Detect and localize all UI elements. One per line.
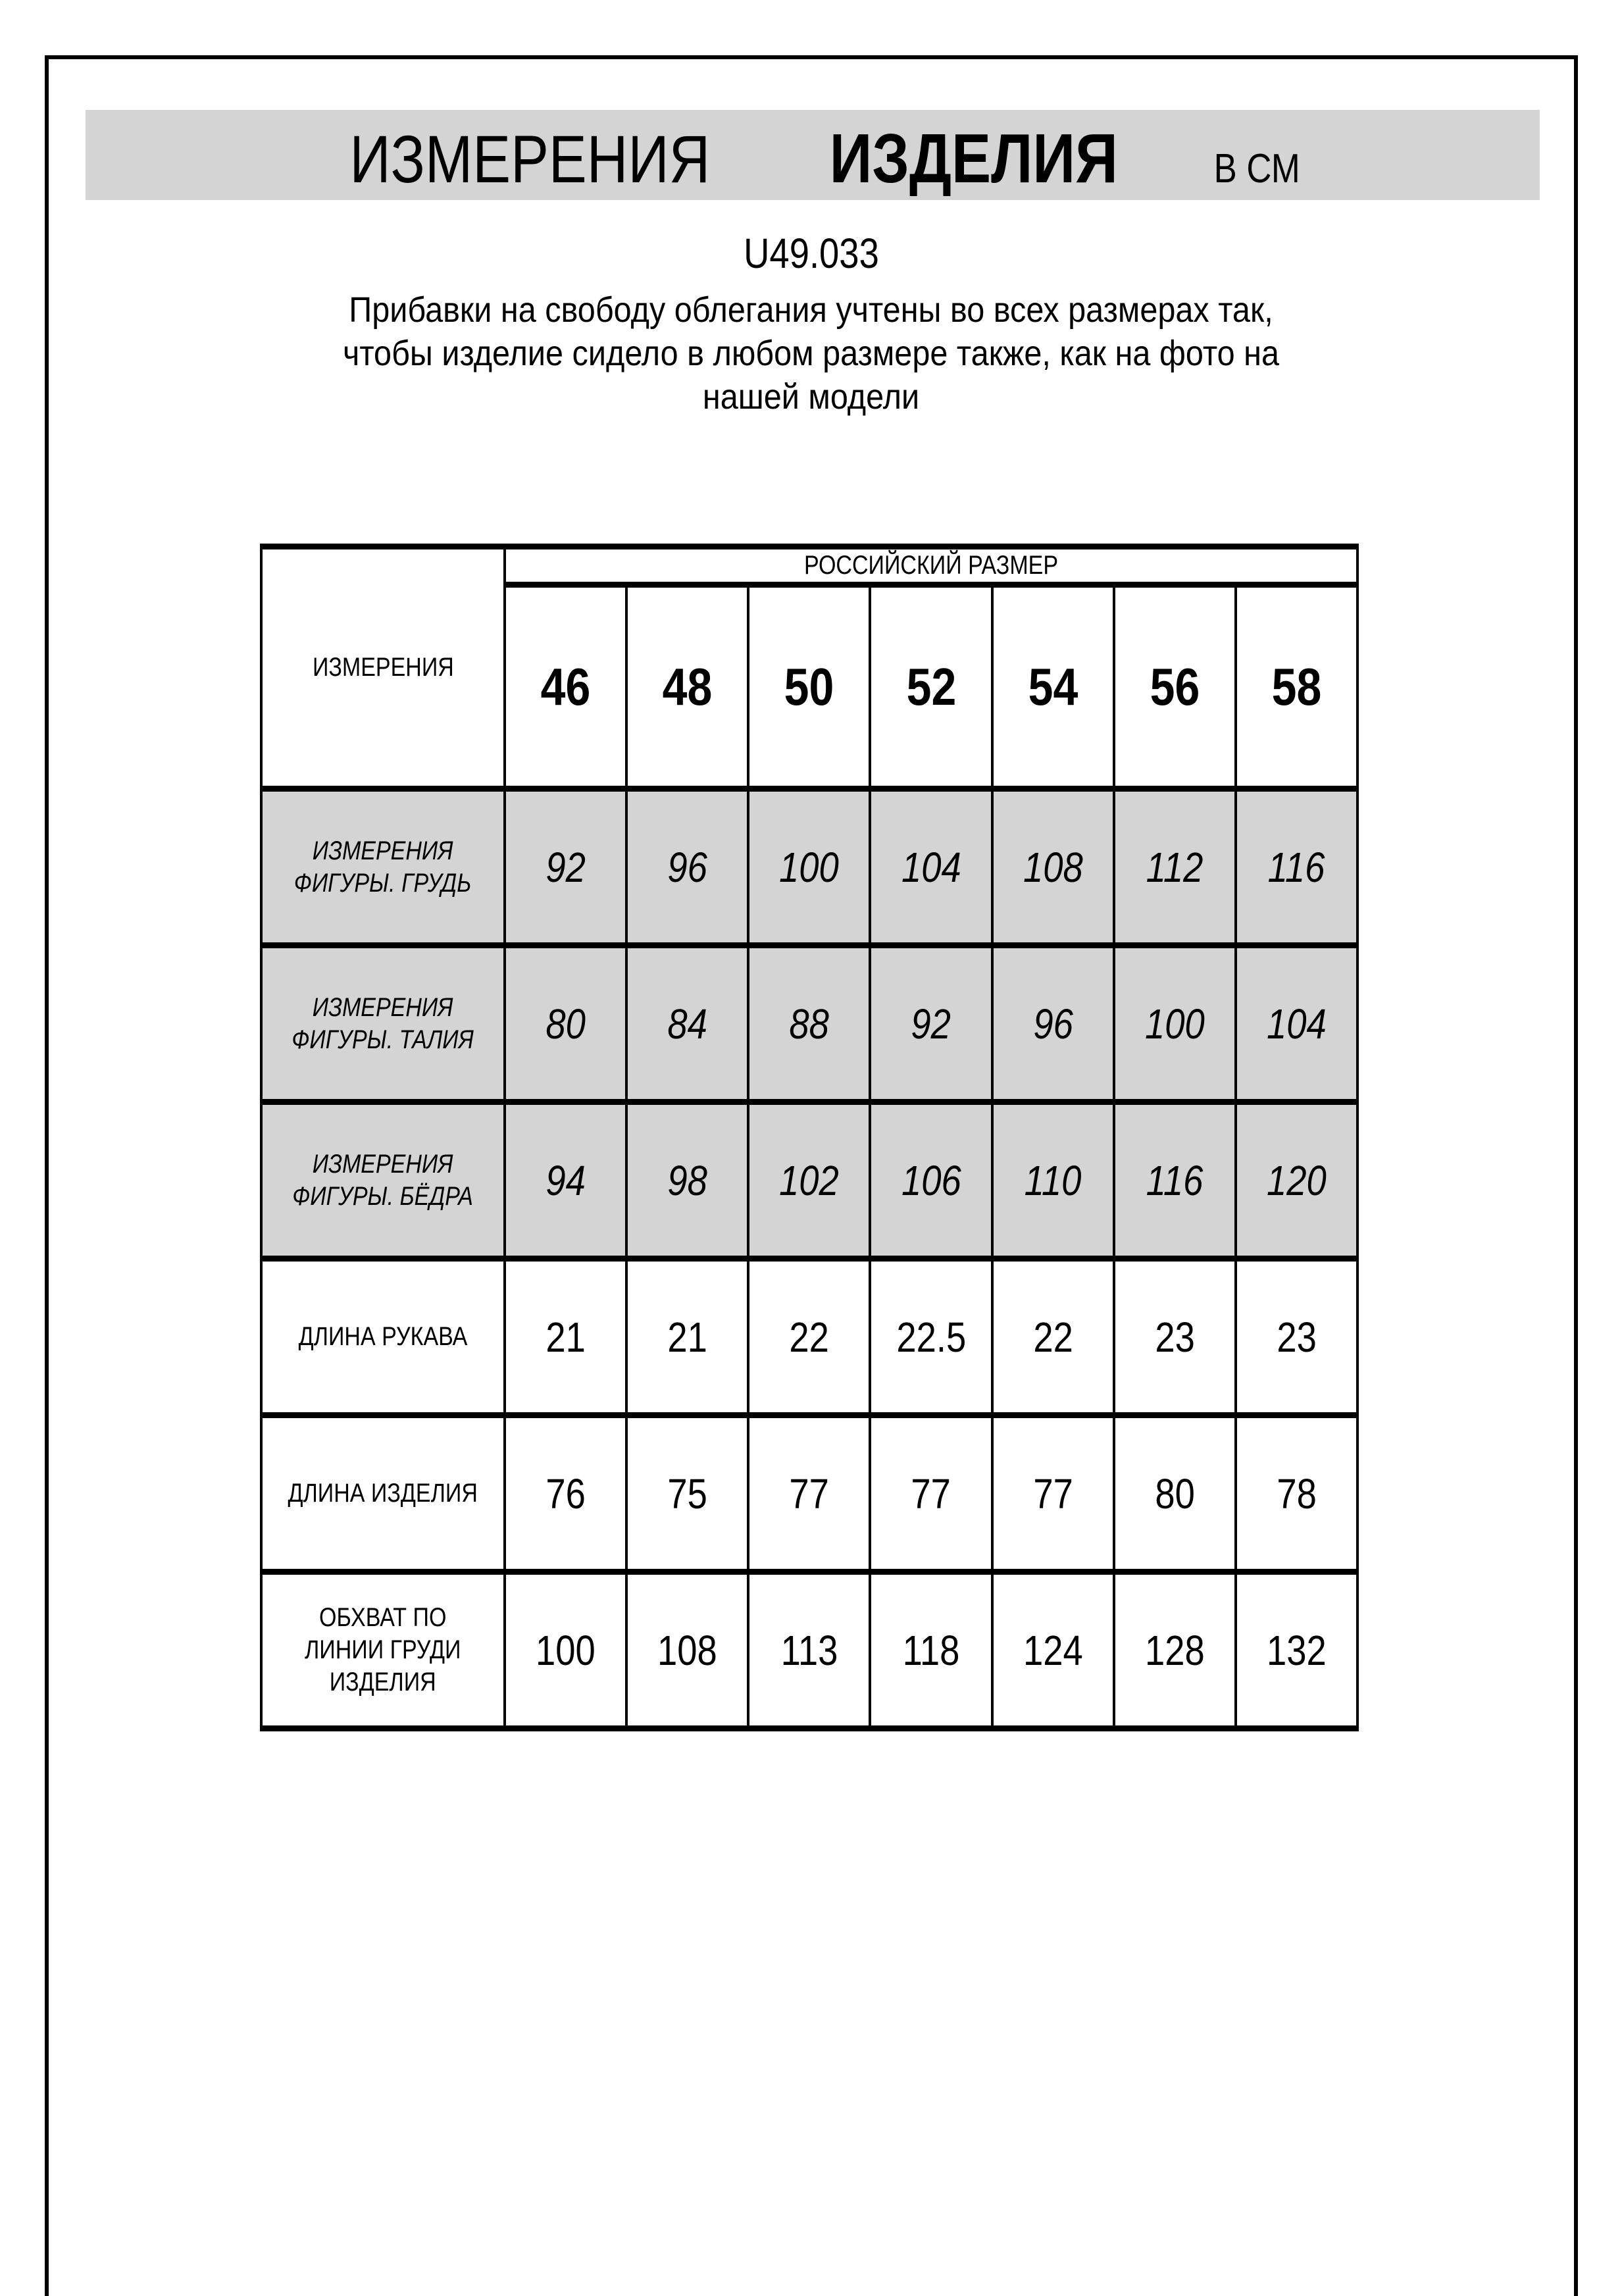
value-cell: 22 bbox=[992, 1259, 1114, 1416]
row-label-line: ДЛИНА ИЗДЕЛИЯ bbox=[288, 1479, 478, 1508]
row-label-line: ИЗМЕРЕНИЯ bbox=[313, 1149, 453, 1179]
value-cell: 100 bbox=[505, 1572, 626, 1729]
value-cell: 80 bbox=[505, 946, 626, 1102]
table-row-garment-length bbox=[261, 1416, 1357, 1572]
value-cell: 120 bbox=[1236, 1102, 1357, 1259]
value-cell: 104 bbox=[870, 789, 992, 946]
value-cell: 84 bbox=[626, 946, 748, 1102]
value-cell: 23 bbox=[1236, 1259, 1357, 1416]
fit-note bbox=[0, 288, 1622, 419]
row-label-line: ДЛИНА РУКАВА bbox=[298, 1322, 468, 1352]
value-cell: 21 bbox=[505, 1259, 626, 1416]
value-cell: 92 bbox=[505, 789, 626, 946]
value-cell: 96 bbox=[992, 946, 1114, 1102]
value-cell: 124 bbox=[992, 1572, 1114, 1729]
value-cell: 106 bbox=[870, 1102, 992, 1259]
value-cell: 102 bbox=[748, 1102, 870, 1259]
value-cell: 88 bbox=[748, 946, 870, 1102]
value-cell: 96 bbox=[626, 789, 748, 946]
value-cell: 116 bbox=[1114, 1102, 1236, 1259]
table-row-body-chest bbox=[261, 789, 1357, 946]
fit-note-line: нашей модели bbox=[702, 377, 920, 417]
value-cell: 22 bbox=[748, 1259, 870, 1416]
value-cell: 80 bbox=[1114, 1416, 1236, 1572]
size-group-header-cell bbox=[505, 547, 1357, 585]
value-cell: 22.5 bbox=[870, 1259, 992, 1416]
size-header-cell: 46 bbox=[505, 585, 626, 789]
row-label-line: ФИГУРЫ. БЁДРА bbox=[292, 1181, 474, 1211]
value-cell: 98 bbox=[626, 1102, 748, 1259]
value-cell: 100 bbox=[1114, 946, 1236, 1102]
value-cell: 100 bbox=[748, 789, 870, 946]
size-header-cell: 50 bbox=[748, 585, 870, 789]
value-cell: 77 bbox=[748, 1416, 870, 1572]
row-label-line: ОБХВАТ ПО bbox=[319, 1603, 447, 1633]
value-cell: 116 bbox=[1236, 789, 1357, 946]
value-cell: 92 bbox=[870, 946, 992, 1102]
value-cell: 112 bbox=[1114, 789, 1236, 946]
row-label-line: ФИГУРЫ. ГРУДЬ bbox=[294, 868, 472, 898]
row-label-line: ФИГУРЫ. ТАЛИЯ bbox=[291, 1025, 474, 1054]
value-cell: 108 bbox=[626, 1572, 748, 1729]
value-cell: 128 bbox=[1114, 1572, 1236, 1729]
value-cell: 110 bbox=[992, 1102, 1114, 1259]
row-label-cell bbox=[261, 1259, 505, 1416]
title-measurements: ИЗМЕРЕНИЯ bbox=[349, 122, 711, 197]
row-label-cell bbox=[261, 789, 505, 946]
value-cell: 75 bbox=[626, 1416, 748, 1572]
row-label-cell bbox=[261, 1102, 505, 1259]
product-code-text: U49.033 bbox=[743, 230, 879, 277]
size-header-cell: 54 bbox=[992, 585, 1114, 789]
table-row-body-waist bbox=[261, 946, 1357, 1102]
value-cell: 118 bbox=[870, 1572, 992, 1729]
value-cell: 108 bbox=[992, 789, 1114, 946]
value-cell: 78 bbox=[1236, 1416, 1357, 1572]
value-cell: 113 bbox=[748, 1572, 870, 1729]
value-cell: 132 bbox=[1236, 1572, 1357, 1729]
corner-header-cell bbox=[261, 547, 505, 789]
table-row-sleeve-length bbox=[261, 1259, 1357, 1416]
row-label-line: ЛИНИИ ГРУДИ bbox=[305, 1635, 461, 1665]
value-cell: 23 bbox=[1114, 1259, 1236, 1416]
title-product: ИЗДЕЛИЯ bbox=[830, 120, 1119, 197]
table-row-chest-circumference bbox=[261, 1572, 1357, 1729]
fit-note-line: чтобы изделие сидело в любом размере также, как на фото на bbox=[343, 334, 1279, 373]
row-label-line: ИЗМЕРЕНИЯ bbox=[313, 836, 453, 865]
value-cell: 104 bbox=[1236, 946, 1357, 1102]
value-cell: 77 bbox=[992, 1416, 1114, 1572]
value-cell: 76 bbox=[505, 1416, 626, 1572]
row-label-cell bbox=[261, 1572, 505, 1729]
size-header-cell: 56 bbox=[1114, 585, 1236, 789]
page-title-bar bbox=[86, 110, 1540, 200]
value-cell: 77 bbox=[870, 1416, 992, 1572]
fit-note-line: Прибавки на свободу облегания учтены во всех размерах так, bbox=[349, 290, 1273, 330]
size-group-header-row bbox=[261, 547, 1357, 585]
row-label-line: ИЗМЕРЕНИЯ bbox=[313, 992, 453, 1022]
size-header-cell: 58 bbox=[1236, 585, 1357, 789]
value-cell: 94 bbox=[505, 1102, 626, 1259]
row-label-cell bbox=[261, 1416, 505, 1572]
table-row-body-hips bbox=[261, 1102, 1357, 1259]
row-label-cell bbox=[261, 946, 505, 1102]
value-cell: 21 bbox=[626, 1259, 748, 1416]
row-label-line: ИЗДЕЛИЯ bbox=[329, 1667, 436, 1696]
size-header-cell: 48 bbox=[626, 585, 748, 789]
size-header-cell: 52 bbox=[870, 585, 992, 789]
title-units: В СМ bbox=[1213, 146, 1300, 191]
size-table bbox=[260, 544, 1359, 1731]
size-group-header-text: РОССИЙСКИЙ РАЗМЕР bbox=[804, 551, 1058, 580]
corner-header-text: ИЗМЕРЕНИЯ bbox=[312, 653, 454, 682]
product-code bbox=[0, 230, 1622, 276]
